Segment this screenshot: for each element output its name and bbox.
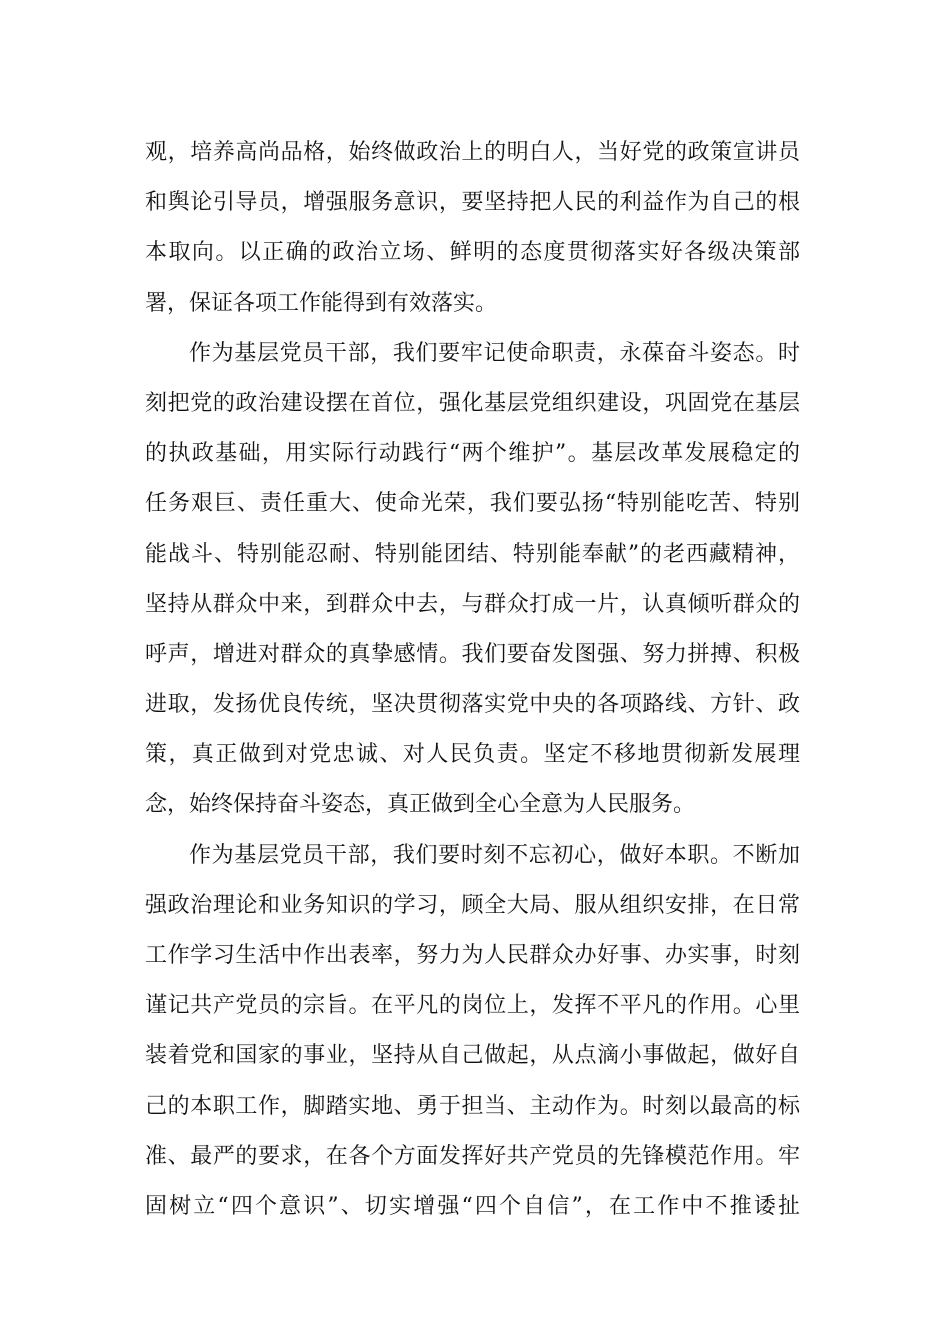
text-line: 呼声，增进对群众的真挚感情。我们要奋发图强、努力拼搏、积极 xyxy=(145,641,800,667)
text-line: 署，保证各项工作能得到有效落实。 xyxy=(145,290,498,316)
text-line: 的执政基础，用实际行动践行“两个维护”。基层改革发展稳定的 xyxy=(145,441,800,467)
text-line: 任务艰巨、责任重大、使命光荣，我们要弘扬“特别能吃苦、特别 xyxy=(145,491,800,517)
text-line: 强政治理论和业务知识的学习，顾全大局、服从组织安排，在日常 xyxy=(145,892,800,918)
text-line: 进取，发扬优良传统，坚决贯彻落实党中央的各项路线、方针、政 xyxy=(145,692,800,718)
text-line: 作为基层党员干部，我们要牢记使命职责，永葆奋斗姿态。时 xyxy=(189,340,800,366)
text-line: 刻把党的政治建设摆在首位，强化基层党组织建设，巩固党在基层 xyxy=(145,390,800,416)
paragraph-2 xyxy=(145,329,800,831)
text-line: 和舆论引导员，增强服务意识，要坚持把人民的利益作为自己的根 xyxy=(145,190,800,216)
text-line: 装着党和国家的事业，坚持从自己做起，从点滴小事做起，做好自 xyxy=(145,1043,800,1069)
body-text xyxy=(145,128,800,1232)
text-line: 准、最严的要求，在各个方面发挥好共产党员的先锋模范作用。牢 xyxy=(145,1143,800,1169)
text-line: 己的本职工作，脚踏实地、勇于担当、主动作为。时刻以最高的标 xyxy=(145,1093,800,1119)
text-line: 固树立“四个意识”、切实增强“四个自信”，在工作中不推诿扯 xyxy=(145,1193,800,1219)
paragraph-3 xyxy=(145,831,800,1233)
text-line: 观，培养高尚品格，始终做政治上的明白人，当好党的政策宣讲员 xyxy=(145,140,800,165)
text-line: 工作学习生活中作出表率，努力为人民群众办好事、办实事，时刻 xyxy=(145,943,800,968)
text-line: 念，始终保持奋斗姿态，真正做到全心全意为人民服务。 xyxy=(145,792,696,818)
text-line: 策，真正做到对党忠诚、对人民负责。坚定不移地贯彻新发展理 xyxy=(145,742,800,768)
paragraph-1 xyxy=(145,128,800,329)
text-line: 谨记共产党员的宗旨。在平凡的岗位上，发挥不平凡的作用。心里 xyxy=(145,993,800,1019)
text-line: 作为基层党员干部，我们要时刻不忘初心，做好本职。不断加 xyxy=(189,842,800,868)
text-line: 坚持从群众中来，到群众中去，与群众打成一片，认真倾听群众的 xyxy=(145,591,800,617)
text-line: 本取向。以正确的政治立场、鲜明的态度贯彻落实好各级决策部 xyxy=(145,240,800,266)
text-line: 能战斗、特别能忍耐、特别能团结、特别能奉献”的老西藏精神， xyxy=(145,541,800,567)
